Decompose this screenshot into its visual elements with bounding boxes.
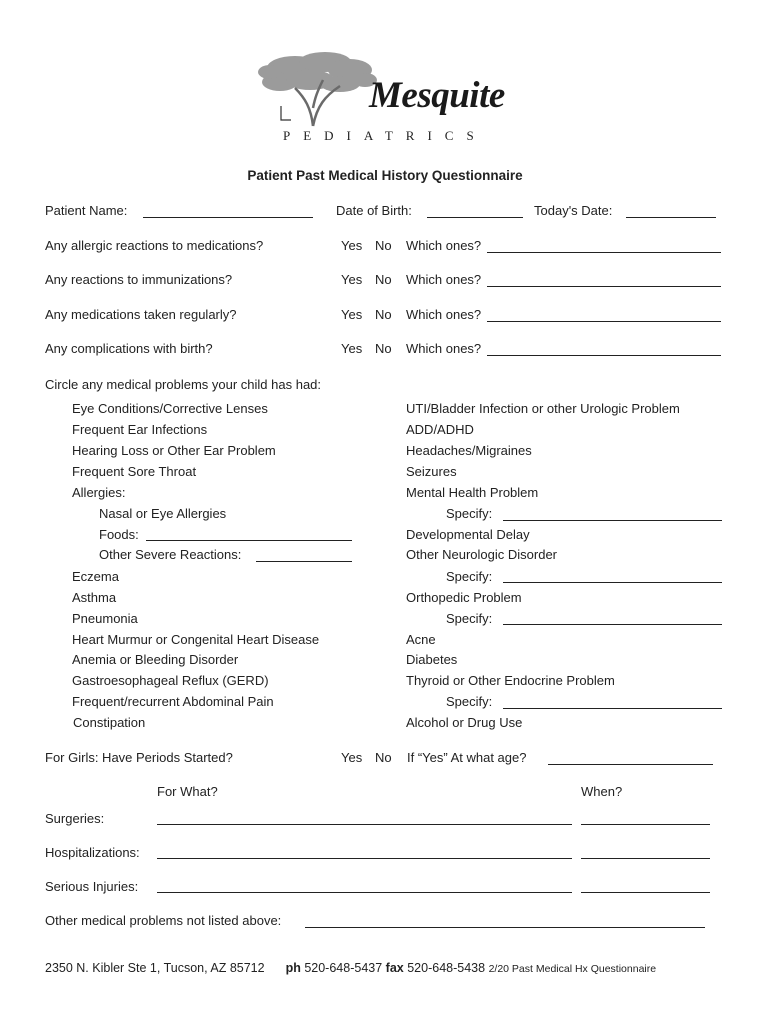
footer-fax: 520-648-5438: [407, 961, 486, 975]
patient-name-label: Patient Name:: [45, 203, 128, 218]
problem-seizures[interactable]: Seizures: [406, 464, 457, 479]
logo-subtitle: PEDIATRICS: [283, 128, 487, 143]
tree-icon: [255, 48, 380, 133]
specify-label: Specify:: [446, 611, 493, 626]
which-ones-label: Which ones?: [406, 341, 482, 356]
other-problems-field[interactable]: [305, 927, 705, 928]
yes-option[interactable]: Yes: [341, 750, 363, 765]
injuries-what-field[interactable]: [157, 892, 572, 893]
problem-add[interactable]: ADD/ADHD: [406, 422, 474, 437]
problem-ear-infections[interactable]: Frequent Ear Infections: [72, 422, 208, 437]
yes-option[interactable]: Yes: [341, 307, 363, 322]
problem-anemia[interactable]: Anemia or Bleeding Disorder: [72, 652, 239, 667]
problem-diabetes[interactable]: Diabetes: [406, 652, 458, 667]
yes-option[interactable]: Yes: [341, 272, 363, 287]
problem-mental-health[interactable]: Mental Health Problem: [406, 485, 539, 500]
problem-foods[interactable]: Foods:: [99, 527, 139, 542]
problem-eye[interactable]: Eye Conditions/Corrective Lenses: [72, 401, 268, 416]
which-ones-label: Which ones?: [406, 238, 482, 253]
problem-abdominal[interactable]: Frequent/recurrent Abdominal Pain: [72, 694, 274, 709]
no-option[interactable]: No: [375, 272, 392, 287]
specify-thyroid-field[interactable]: [503, 708, 722, 709]
when-header: When?: [581, 784, 623, 799]
problem-hearing[interactable]: Hearing Loss or Other Ear Problem: [72, 443, 276, 458]
today-label: Today's Date:: [534, 203, 613, 218]
specify-mental-field[interactable]: [503, 520, 722, 521]
age-label: If “Yes” At what age?: [407, 750, 527, 765]
problem-allergies[interactable]: Allergies:: [72, 485, 126, 500]
surgeries-when-field[interactable]: [581, 824, 710, 825]
specify-label: Specify:: [446, 569, 493, 584]
no-option[interactable]: No: [375, 238, 392, 253]
problem-developmental[interactable]: Developmental Delay: [406, 527, 530, 542]
problem-orthopedic[interactable]: Orthopedic Problem: [406, 590, 522, 605]
which-ones-label: Which ones?: [406, 272, 482, 287]
problem-severe-reactions[interactable]: Other Severe Reactions:: [99, 547, 242, 562]
logo: [255, 48, 525, 148]
circle-problems-label: Circle any medical problems your child has had:: [45, 377, 322, 392]
injuries-when-field[interactable]: [581, 892, 710, 893]
footer-phone: 520-648-5437: [304, 961, 383, 975]
girls-periods-label: For Girls: Have Periods Started?: [45, 750, 233, 765]
hospitalizations-label: Hospitalizations:: [45, 845, 140, 860]
specify-ortho-field[interactable]: [503, 624, 722, 625]
surgeries-what-field[interactable]: [157, 824, 572, 825]
which-ones-field[interactable]: [487, 286, 721, 287]
problem-neurologic[interactable]: Other Neurologic Disorder: [406, 547, 558, 562]
question-label: Any reactions to immunizations?: [45, 272, 233, 287]
which-ones-field[interactable]: [487, 252, 721, 253]
yes-option[interactable]: Yes: [341, 238, 363, 253]
dob-label: Date of Birth:: [336, 203, 412, 218]
no-option[interactable]: No: [375, 307, 392, 322]
problem-eczema[interactable]: Eczema: [72, 569, 119, 584]
question-label: Any medications taken regularly?: [45, 307, 237, 322]
patient-name-field[interactable]: [143, 217, 313, 218]
hospitalizations-what-field[interactable]: [157, 858, 572, 859]
foods-field[interactable]: [146, 540, 352, 541]
problem-acne[interactable]: Acne: [406, 632, 436, 647]
page-title: Patient Past Medical History Questionnaire: [247, 168, 523, 183]
age-field[interactable]: [548, 764, 713, 765]
problem-headaches[interactable]: Headaches/Migraines: [406, 443, 532, 458]
other-problems-label: Other medical problems not listed above:: [45, 913, 282, 928]
problem-heart[interactable]: Heart Murmur or Congenital Heart Disease: [72, 632, 320, 647]
today-field[interactable]: [626, 217, 716, 218]
problem-asthma[interactable]: Asthma: [72, 590, 117, 605]
footer-form-id: 2/20 Past Medical Hx Questionnaire: [488, 963, 657, 975]
footer-address: 2350 N. Kibler Ste 1, Tucson, AZ 85712: [45, 961, 265, 975]
problem-nasal-allergies[interactable]: Nasal or Eye Allergies: [99, 506, 227, 521]
which-ones-label: Which ones?: [406, 307, 482, 322]
problem-alcohol[interactable]: Alcohol or Drug Use: [406, 715, 523, 730]
severe-reactions-field[interactable]: [256, 561, 352, 562]
problem-gerd[interactable]: Gastroesophageal Reflux (GERD): [72, 673, 269, 688]
footer-ph-label: ph: [285, 961, 301, 975]
specify-label: Specify:: [446, 694, 493, 709]
hospitalizations-when-field[interactable]: [581, 858, 710, 859]
which-ones-field[interactable]: [487, 321, 721, 322]
which-ones-field[interactable]: [487, 355, 721, 356]
logo-name: Mesquite: [369, 75, 505, 116]
no-option[interactable]: No: [375, 341, 392, 356]
for-what-header: For What?: [157, 784, 218, 799]
surgeries-label: Surgeries:: [45, 811, 105, 826]
problem-uti[interactable]: UTI/Bladder Infection or other Urologic Problem: [406, 401, 680, 416]
question-label: Any allergic reactions to medications?: [45, 238, 264, 253]
problem-constipation[interactable]: Constipation: [73, 715, 146, 730]
problem-thyroid[interactable]: Thyroid or Other Endocrine Problem: [406, 673, 615, 688]
question-label: Any complications with birth?: [45, 341, 213, 356]
problem-sore-throat[interactable]: Frequent Sore Throat: [72, 464, 197, 479]
injuries-label: Serious Injuries:: [45, 879, 139, 894]
problem-pneumonia[interactable]: Pneumonia: [72, 611, 138, 626]
yes-option[interactable]: Yes: [341, 341, 363, 356]
footer-fax-label: fax: [385, 961, 404, 975]
dob-field[interactable]: [427, 217, 523, 218]
specify-label: Specify:: [446, 506, 493, 521]
footer: [45, 961, 656, 975]
specify-neuro-field[interactable]: [503, 582, 722, 583]
no-option[interactable]: No: [375, 750, 392, 765]
